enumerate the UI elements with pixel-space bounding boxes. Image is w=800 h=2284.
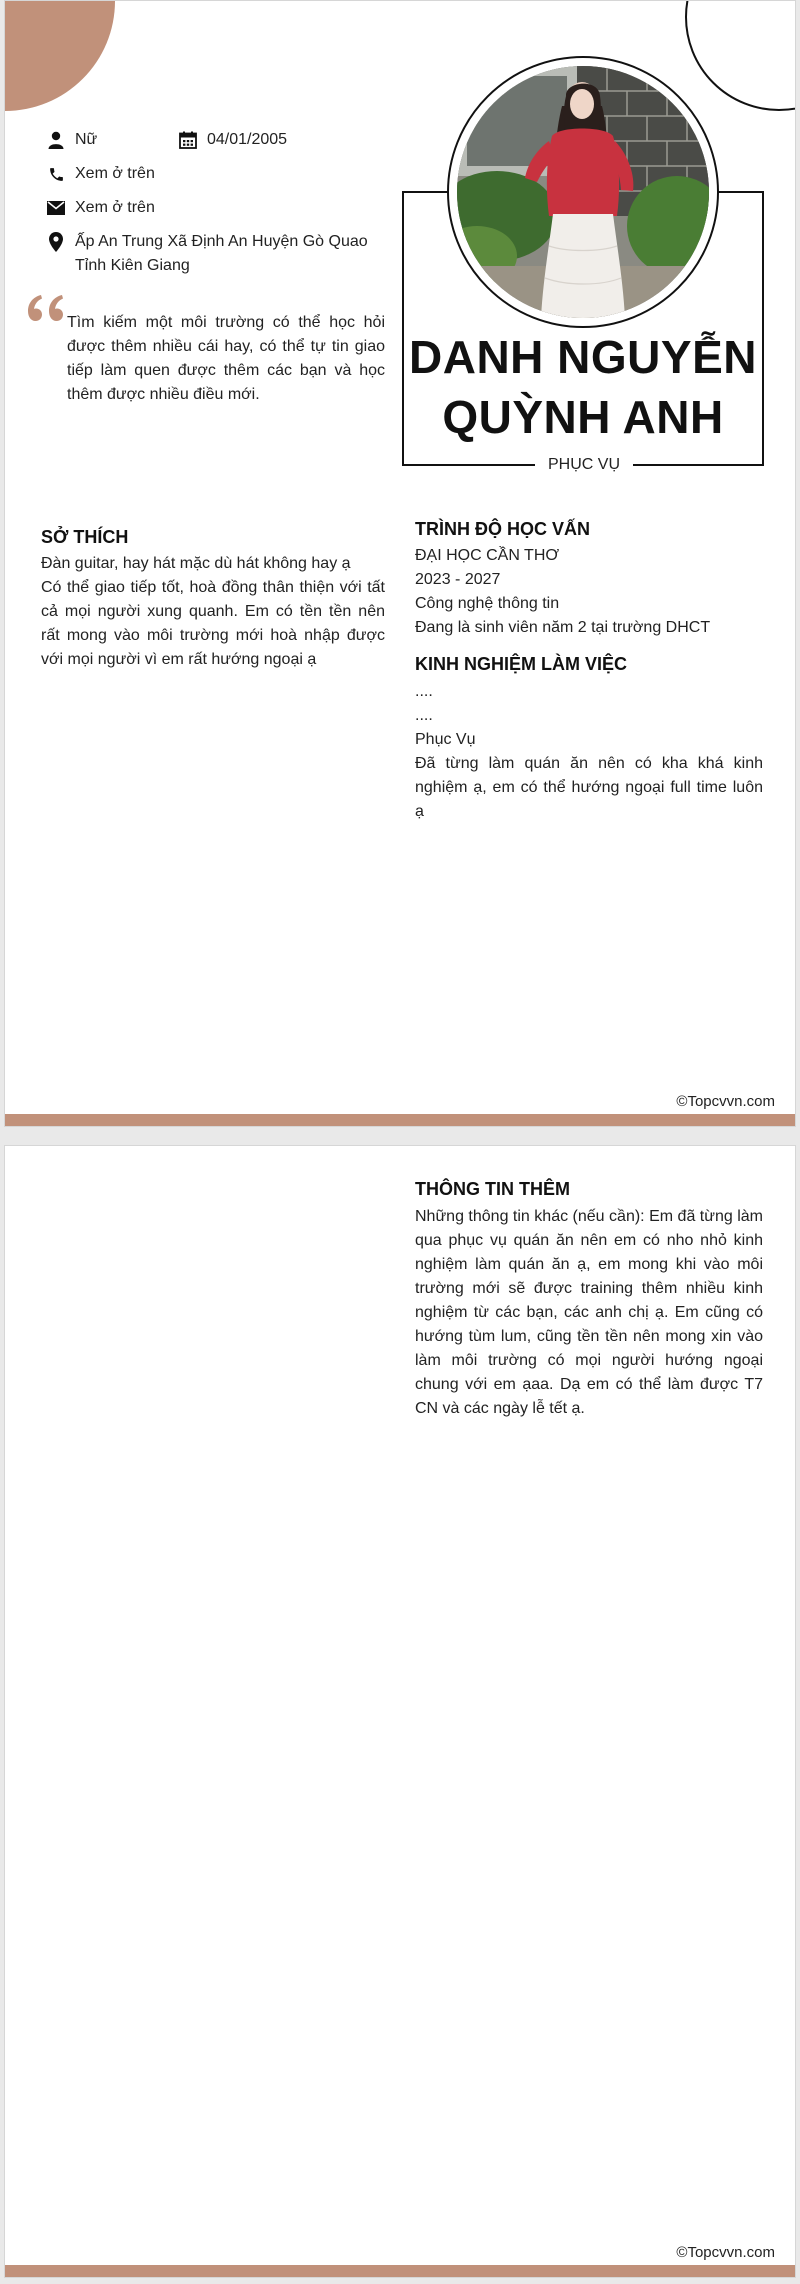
experience-title: KINH NGHIỆM LÀM VIỆC <box>415 654 628 674</box>
cv-page-1 <box>4 0 796 1127</box>
education-note: Đang là sinh viên năm 2 tại trường DHCT <box>415 619 711 636</box>
email-row <box>45 196 155 220</box>
person-icon <box>45 128 67 152</box>
gender-value: Nữ <box>75 131 98 148</box>
education-school: ĐẠI HỌC CẦN THƠ <box>415 547 560 564</box>
hobbies-title: SỞ THÍCH <box>41 527 129 547</box>
birthdate-value: 04/01/2005 <box>207 131 288 148</box>
full-name <box>403 327 763 447</box>
phone-icon <box>45 162 67 186</box>
mail-icon <box>45 196 67 220</box>
name-line-2: QUỲNH ANH <box>442 391 724 443</box>
education-major: Công nghệ thông tin <box>415 595 560 612</box>
name-line-1: DANH NGUYỄN <box>409 331 757 383</box>
hobbies-line-2: Có thể giao tiếp tốt, hoà đồng thân thiện với tất cả mọi người xung quanh. Em có tền tền nên rất mong vào môi trường mới hoà nhập được với mọi người vì em rất hướng ngoại ạ <box>41 579 385 668</box>
education-content <box>415 544 763 640</box>
career-objective: Tìm kiếm một môi trường có thể học hỏi được thêm nhiều cái hay, có thể tự tin giao tiếp làm quen được thêm các bạn và học thêm được nhiều điều mới. <box>67 314 385 403</box>
experience-line-1: .... <box>415 683 433 700</box>
cv-page-2 <box>4 1145 796 2278</box>
profile-photo <box>457 66 709 318</box>
additional-info-title: THÔNG TIN THÊM <box>415 1179 570 1199</box>
gender-row <box>45 128 97 152</box>
hobbies-content <box>41 552 385 672</box>
decor-corner-blob <box>4 0 115 111</box>
additional-info-content: Những thông tin khác (nếu cần): Em đã từng làm qua phục vụ quán ăn nên em có nho nhỏ kinh nghiệm làm quán ăn ạ, em mong khi vào môi trường mới sẽ được training thêm nhiều kinh nghiệm từ các bạn, các anh chị ạ. Em cũng có hướng tùm lum, cũng tền tền nên mong xin vào làm môi trường có mọi người hướng ngoại chung với em ạaa. Dạ em có thể làm được T7 CN và các ngày lễ tết ạ. <box>415 1208 763 1417</box>
birthdate-row <box>177 128 287 152</box>
education-years: 2023 - 2027 <box>415 571 501 588</box>
address-line-2: Tỉnh Kiên Giang <box>75 257 190 274</box>
experience-role: Phục Vụ <box>415 731 476 748</box>
address-row <box>45 230 368 278</box>
position-title: PHỤC VỤ <box>535 453 633 477</box>
footer-accent-bar <box>5 1114 795 1126</box>
experience-line-2: .... <box>415 707 433 724</box>
calendar-icon <box>177 128 199 152</box>
location-pin-icon <box>45 230 67 254</box>
education-title: TRÌNH ĐỘ HỌC VẤN <box>415 519 590 539</box>
footer-accent-bar-page-2 <box>5 2265 795 2277</box>
phone-row <box>45 162 155 186</box>
footer-brand: ©Topcvvn.com <box>676 1093 775 1110</box>
footer-brand-page-2: ©Topcvvn.com <box>676 2244 775 2261</box>
email-value: Xem ở trên <box>75 199 155 216</box>
hobbies-line-1: Đàn guitar, hay hát mặc dù hát không hay ạ <box>41 555 351 572</box>
address-line-1: Ấp An Trung Xã Định An Huyện Gò Quao <box>75 233 368 250</box>
experience-desc: Đã từng làm quán ăn nên có kha khá kinh nghiệm ạ, em có thể hướng ngoại full time luôn ạ <box>415 755 763 820</box>
quote-icon <box>25 291 65 325</box>
experience-content <box>415 680 763 824</box>
phone-value: Xem ở trên <box>75 165 155 182</box>
decor-corner-ring <box>685 0 796 111</box>
